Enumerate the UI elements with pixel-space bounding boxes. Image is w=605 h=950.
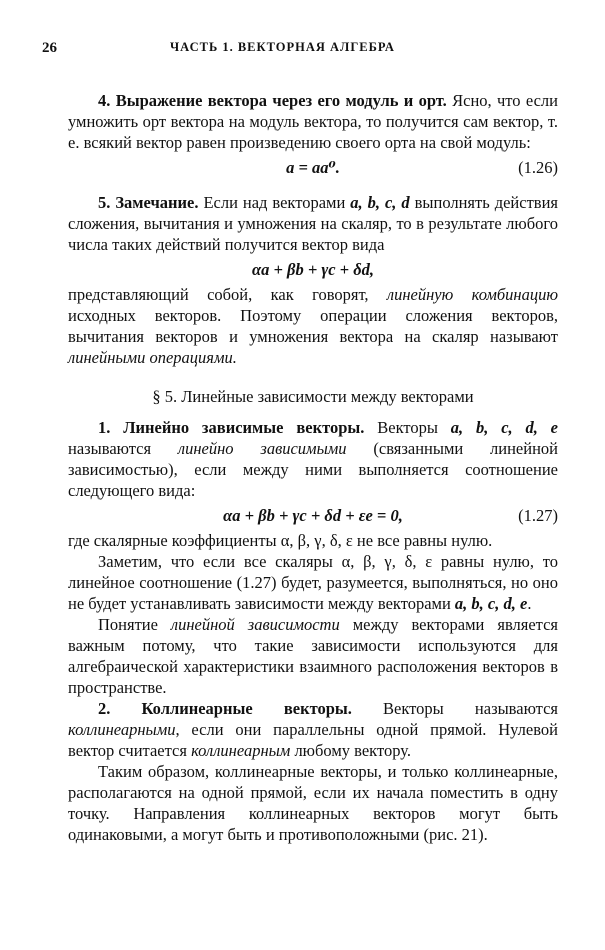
text-collinear-3: любому вектору. [290,741,411,760]
vectors-remark: a, b, c, d [350,193,410,212]
text-remark-1: Если над векторами [198,193,351,212]
text-zametim-end: . [527,594,532,613]
text-collinear-1: Векторы называются [351,699,558,718]
paragraph-collinear [68,698,558,761]
text-ld-1: Векторы [364,418,451,437]
running-title: ЧАСТЬ 1. ВЕКТОРНАЯ АЛГЕБРА [170,40,395,54]
formula-1-27-body: αa + βb + γc + δd + εe = 0, [223,506,403,525]
paragraph-ld-after: где скалярные коэффициенты α, β, γ, δ, ε не все равны нулю. [68,531,493,550]
text-ponyatie-1: Понятие [98,615,171,634]
page-number: 26 [42,40,57,56]
formula-1-26-body: a = aa⁰. [286,158,340,177]
vectors-ld: a, b, c, d, e [450,418,558,437]
term-linear-combination: линейную комбинацию [386,285,558,304]
text-zametim: Заметим, что если все скаляры α, β, γ, δ, ε равны нулю, то линейное соотношение (1.27) будет, разумеется, выполняться, но оно не будет устанавливать зависимости между векторами [68,552,558,613]
formula-1-26 [68,157,558,178]
term-linear-dependence: линейной зависимости [170,615,340,634]
text-remark-cont-1: представляющий собой, как говорят, [68,285,387,304]
text-remark-2: выполнять действия сложения, вычитания и умножения на скаляр, то в результате любого числа таких действий получится вектор вида [68,193,558,254]
term-collinear-2: коллинеарным [191,741,291,760]
term-collinear: коллинеарными [68,720,176,739]
paragraph-linear-dependent [68,417,558,501]
section-title: § 5. Линейные зависимости между векторами [152,387,474,406]
paragraph-remark [68,192,558,255]
text-collinear-2: , если они параллельны одной прямой. Нулевой вектор считается [68,720,558,760]
formula-1-27-number: (1.27) [518,506,558,525]
heading-remark: 5. Замечание. [98,193,199,212]
formula-1-26-number: (1.26) [518,158,558,177]
paragraph-takim: Таким образом, коллинеарные векторы, и только коллинеарные, располагаются на одной прямой, если их начала поместить в одну точку. Направления коллинеарных векторов могут быть одинаковыми, а могут быть и противоположными (рис. 21). [68,762,558,844]
term-linear-operations: линейными операциями. [68,348,237,367]
formula-linear-combination [68,259,558,280]
formula-linear-combination-body: αa + βb + γc + δd, [251,260,375,279]
paragraph-vector-expression [68,90,558,153]
heading-linear-dependent: 1. Линейно зависимые векторы. [98,418,365,437]
page-content [68,90,558,845]
text-vector-expression: Ясно, что если умножить орт вектора на модуль вектора, то получится сам вектор, т. е. всякий вектор равен произведению своего орта на свой модуль: [68,91,558,152]
term-linear-dependent: линейно зависимыми [177,439,347,458]
text-remark-cont-2: исходных векторов. Поэтому операции сложения векторов, вычитания векторов и умножения вектора на скаляр называют [68,306,558,346]
paragraph-ponyatie [68,614,558,698]
text-ld-3: (связанными линейной зависимостью), если между ними выполняется соотношение следующего вида: [68,439,558,500]
paragraph-zametim [68,551,558,614]
text-ld-2: называются [68,439,178,458]
paragraph-remark-cont [68,284,558,368]
text-ponyatie-2: между векторами является важным потому, что такие зависимости используются для алгебраической характеристики взаимного расположения векторов в пространстве. [68,615,558,697]
vectors-zametim: a, b, c, d, e [454,594,528,613]
heading-collinear: 2. Коллинеарные векторы. [98,699,352,718]
heading-vector-expression: 4. Выражение вектора через его модуль и орт. [98,91,447,110]
formula-1-27 [68,505,558,526]
